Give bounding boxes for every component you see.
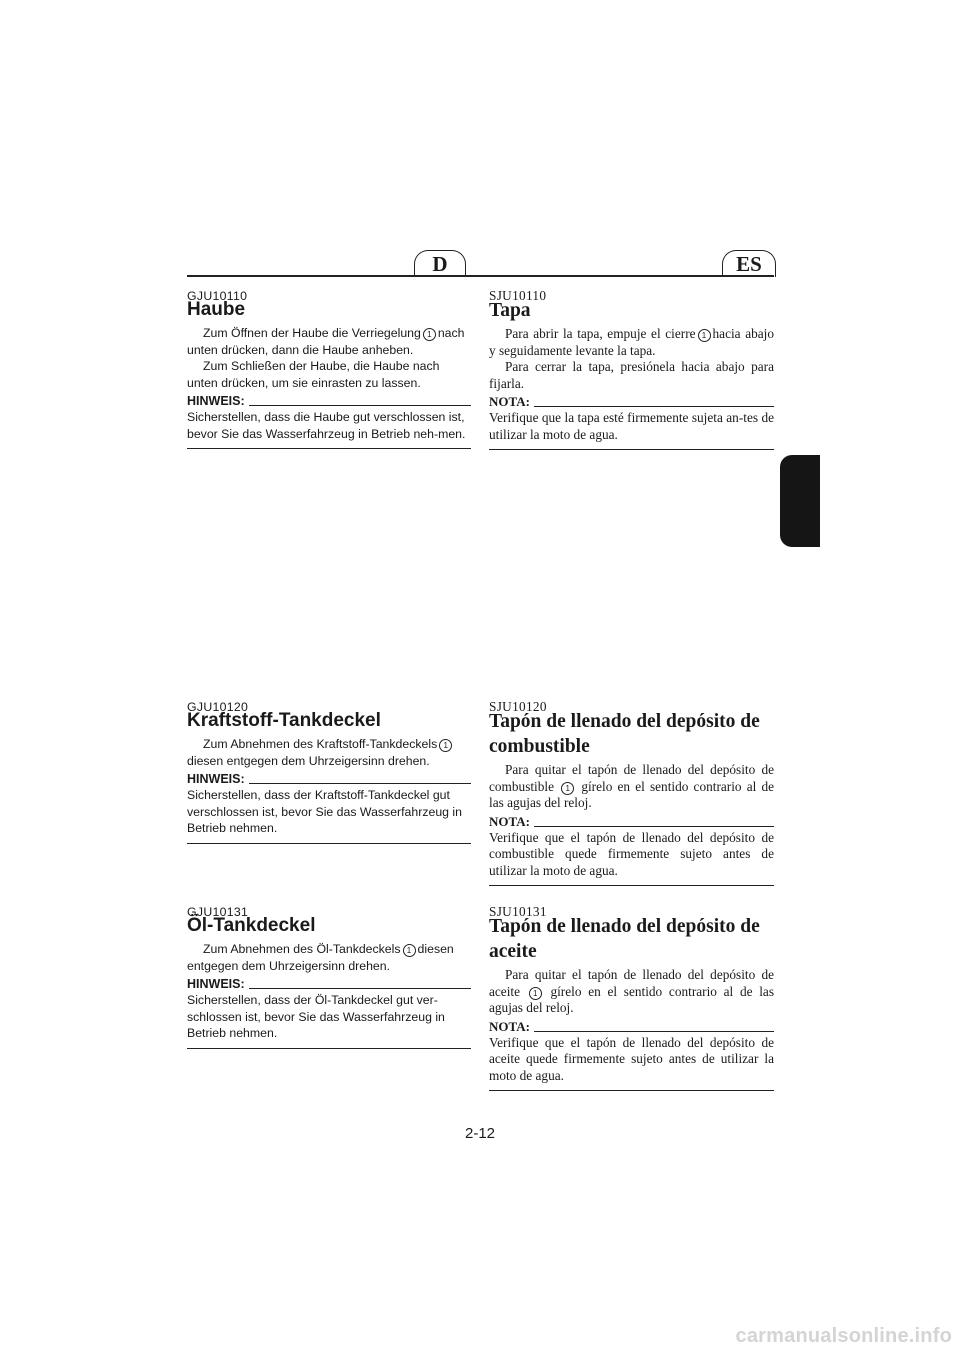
note-heading: HINWEIS:	[187, 393, 471, 409]
callout-number: 1	[423, 328, 436, 341]
note-heading: HINWEIS:	[187, 976, 471, 992]
paragraph: Para abrir la tapa, empuje el cierre 1 hacia abajo y seguidamente levante la tapa.	[489, 326, 774, 358]
section-code: GJU10120	[187, 700, 249, 714]
note-body: Verifique que el tapón de llenado del depósito de combustible quede firmemente sujeto antes de utilizar la moto de agua.	[489, 830, 774, 887]
watermark: carmanualsonline.info	[735, 1325, 952, 1347]
section-code: SJU10110	[489, 288, 547, 303]
section-title: Tapón de llenado del depósito de aceite	[489, 916, 760, 962]
note-heading: HINWEIS:	[187, 771, 471, 787]
chapter-side-tab	[780, 455, 820, 547]
section-title: Tapón de llenado del depósito de combustible	[489, 711, 760, 757]
paragraph: Zum Öffnen der Haube die Verriegelung 1 nach unten drücken, dann die Haube anheben.	[187, 326, 465, 357]
section-oel-tankdeckel	[187, 904, 471, 1049]
note-heading: NOTA:	[489, 394, 774, 410]
paragraph: Para cerrar la tapa, presiónela hacia abajo para fijarla.	[489, 359, 774, 391]
section-code: SJU10120	[489, 699, 547, 714]
section-code: SJU10131	[489, 904, 547, 919]
section-kraftstoff-tankdeckel	[187, 699, 471, 844]
callout-number: 1	[439, 739, 452, 752]
note-body: Sicherstellen, dass der Kraftstoff-Tankdeckel gut verschlossen ist, bevor Sie das Wasserfahrzeug in Betrieb nehmen.	[187, 787, 471, 844]
paragraph: Zum Abnehmen des Öl-Tankdeckels 1 diesen entgegen dem Uhrzeigersinn drehen.	[187, 942, 454, 973]
paragraph: Zum Schließen der Haube, die Haube nach unten drücken, um sie einrasten zu lassen.	[187, 359, 440, 390]
callout-number: 1	[403, 944, 416, 957]
section-title: Öl-Tankdeckel	[187, 915, 316, 936]
section-tapa	[489, 288, 774, 450]
callout-number: 1	[698, 329, 711, 342]
header-rule	[187, 275, 774, 277]
paragraph: Para quitar el tapón de llenado del depósito de combustible 1 gírelo en el sentido contrario al de las agujas del reloj.	[489, 762, 775, 810]
page-number: 2-12	[464, 1125, 496, 1142]
callout-number: 1	[561, 782, 574, 795]
note-body: Verifique que la tapa esté firmemente sujeta an-tes de utilizar la moto de agua.	[489, 410, 774, 450]
section-haube	[187, 288, 471, 449]
section-tapon-combustible	[489, 699, 774, 886]
section-tapon-aceite	[489, 904, 774, 1091]
note-heading: NOTA:	[489, 1019, 774, 1035]
paragraph: Para quitar el tapón de llenado del depósito de aceite 1 gírelo en el sentido contrario al de las agujas del reloj.	[489, 967, 775, 1015]
section-code: GJU10110	[187, 289, 248, 303]
section-title: Haube	[187, 299, 246, 320]
note-body: Sicherstellen, dass der Öl-Tankdeckel gut ver-schlossen ist, bevor Sie das Wasserfahrzeug in Betrieb nehmen.	[187, 992, 471, 1049]
note-body: Sicherstellen, dass die Haube gut verschlossen ist, bevor Sie das Wasserfahrzeug in Betrieb neh-men.	[187, 409, 471, 449]
note-body: Verifique que el tapón de llenado del depósito de aceite quede firmemente sujeto antes de utilizar la moto de agua.	[489, 1035, 774, 1092]
language-tab-es: ES	[722, 250, 776, 277]
paragraph: Zum Abnehmen des Kraftstoff-Tankdeckels 1diesen entgegen dem Uhrzeigersinn drehen.	[187, 736, 471, 769]
section-code: GJU10131	[187, 905, 249, 919]
callout-number: 1	[529, 987, 542, 1000]
section-title: Kraftstoff-Tankdeckel	[187, 710, 381, 731]
section-title: Tapa	[489, 300, 531, 321]
note-heading: NOTA:	[489, 814, 774, 830]
language-tab-de: D	[414, 250, 466, 277]
